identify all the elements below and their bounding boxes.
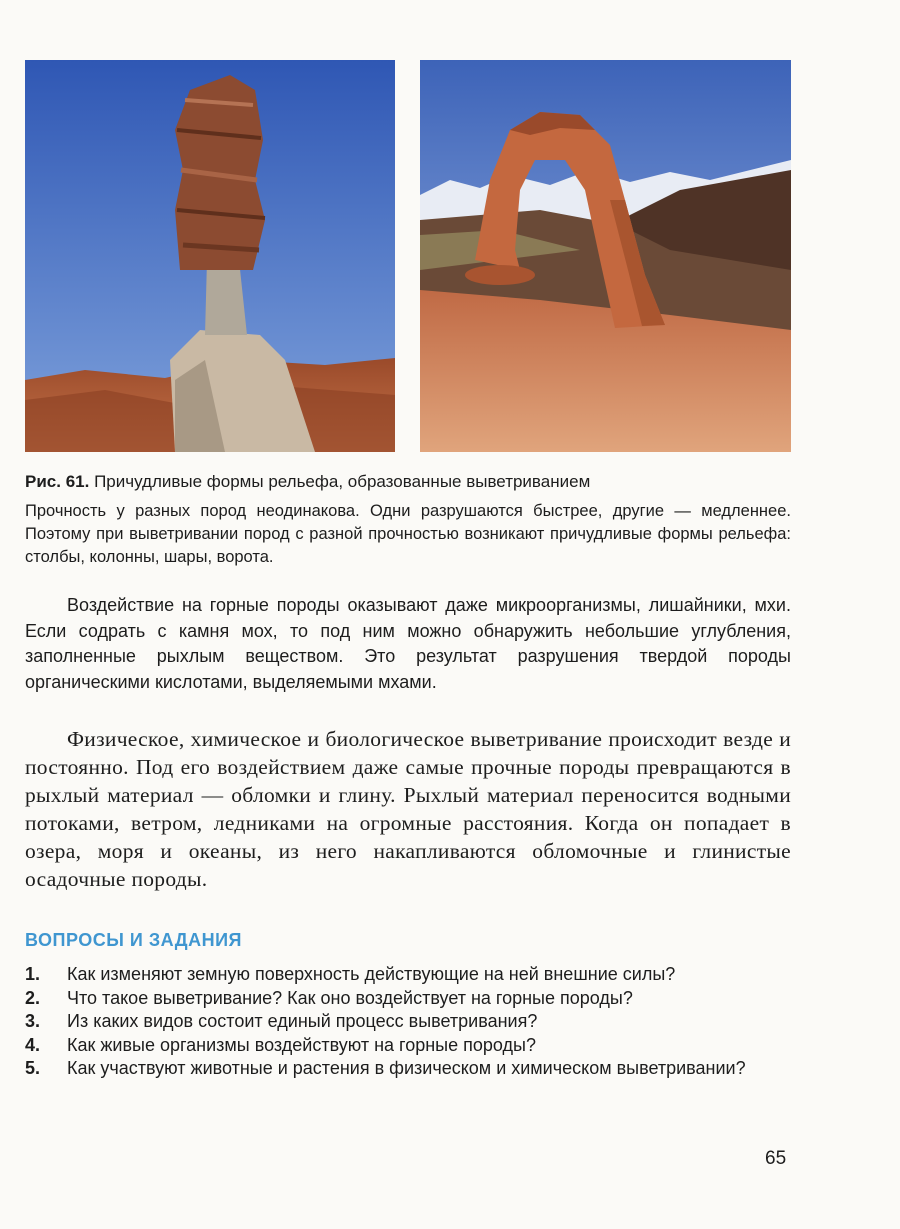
question-number: 2. [25, 987, 41, 1008]
balanced-rock-photo [25, 60, 395, 452]
question-item [25, 1010, 791, 1034]
question-item [25, 1034, 791, 1058]
page-number: 65 [765, 1148, 787, 1169]
question-item [25, 987, 791, 1011]
question-item [25, 963, 791, 987]
paragraph-summary: Физическое, химическое и биологическое выветривание происходит везде и постоянно. Под его воздействием даже самые прочные породы превращаются в рыхлый материал — обломки и глину. Рыхлый материал переносится водными потоками, ветром, ледниками на огромные расстояния. Когда он попадает в озера, моря и океаны, из него накапливаются обломочные и глинистые осадочные породы. [25, 727, 791, 891]
question-number: 5. [25, 1058, 41, 1078]
question-text: Как живые организмы воздействуют на горные породы? [67, 1034, 536, 1055]
question-text: Как участвуют животные и растения в физическом и химическом выветривании? [67, 1058, 746, 1078]
question-number: 1. [25, 964, 41, 984]
question-number: 3. [25, 1011, 41, 1031]
natural-arch-photo [420, 60, 791, 452]
figure-description: Прочность у разных пород неодинакова. Одни разрушаются быстрее, другие — медленнее. Поэтому при выветривании пород с разной прочностью возникают причудливые формы рельефа: столбы, колонны, шары, ворота. [25, 502, 791, 566]
question-item [25, 1057, 791, 1081]
questions-list [25, 963, 791, 1081]
figure-caption [25, 470, 795, 494]
figure-label: Рис. 61. [25, 472, 90, 491]
question-text: Что такое выветривание? Как оно воздействует на горные породы? [67, 987, 633, 1008]
figure-title: Причудливые формы рельефа, образованные выветриванием [94, 472, 591, 491]
question-text: Как изменяют земную поверхность действующие на ней внешние силы? [67, 964, 676, 984]
questions-heading: ВОПРОСЫ И ЗАДАНИЯ [25, 930, 242, 950]
question-text: Из каких видов состоит единый процесс выветривания? [67, 1011, 538, 1031]
paragraph-organisms: Воздействие на горные породы оказывают даже микроорганизмы, лишайники, мхи. Если содрать с камня мох, то под ним можно обнаружить небольшие углубления, заполненные рыхлым веществом. Это результат разрушения твердой породы органическими кислотами, выделяемыми мхами. [25, 595, 791, 692]
question-number: 4. [25, 1034, 41, 1055]
